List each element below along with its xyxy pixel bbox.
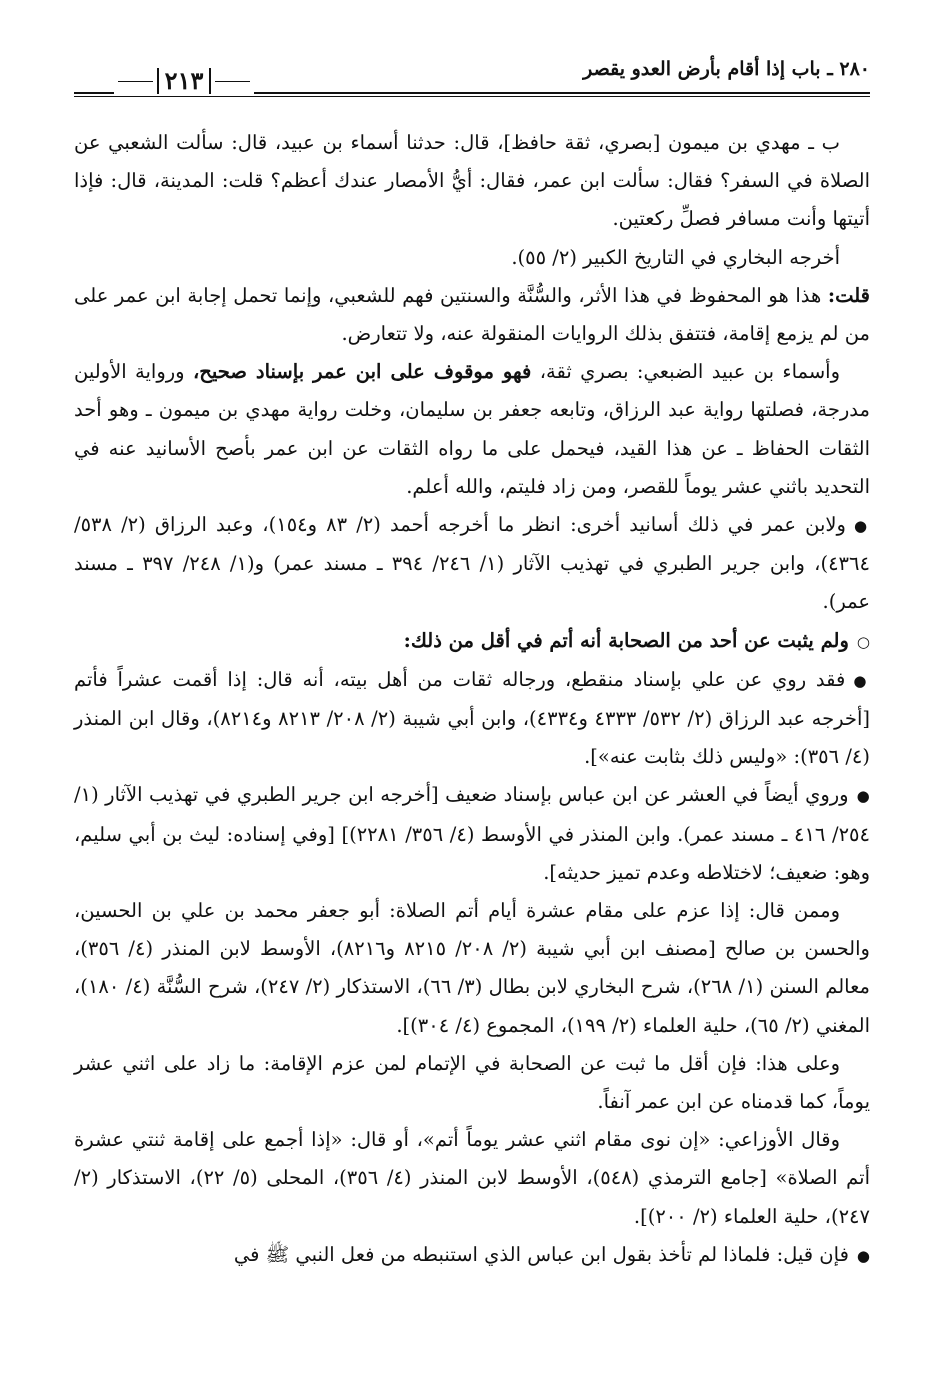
paragraph-text: وقال الأوزاعي: «إن نوى مقام اثني عشر يوماً أتم»، أو قال: «إذا أجمع على إقامة ثنتي عشرة أتم الصلاة» [جامع الترمذي (٥٤٨)، الأوسط لابن المنذر (٤/ ٣٥٦)، المحلى (٥/ ٢٢)، الاستذكار (٢/ ٢٤٧)، حلية العلماء (٢/ ٢٠٠)].	[74, 1128, 871, 1228]
bullet-paragraph	[74, 661, 870, 777]
paragraph-bold: فهو موقوف على ابن عمر بإسناد صحيح،	[193, 360, 532, 384]
circle-bullet-icon: ○	[856, 632, 870, 651]
paragraph-text: ولابن عمر في ذلك أسانيد أخرى: انظر ما أخرجه أحمد (٢/ ٨٣ و١٥٤)، وعبد الرزاق (٢/ ٥٣٨/ ٤٣٦٤)، وابن جرير الطبري في تهذيب الآثار (١/ ٢٤٦/ ٣٩٤ ـ مسند عمر) و(١/ ٢٤٨/ ٣٩٧ ـ مسند عمر).	[74, 513, 870, 614]
bullet-icon: ●	[853, 517, 870, 536]
paragraph-lead: قلت:	[827, 283, 870, 307]
paragraph-text: ولم يثبت عن أحد من الصحابة أنه أتم في أقل من ذلك:	[403, 628, 849, 652]
paragraph-text: فإن قيل: فلماذا لم تأخذ بقول ابن عباس الذي استنبطه من فعل النبي ﷺ في	[233, 1242, 849, 1266]
paragraph	[74, 1045, 870, 1121]
page-number: ٢١٣	[157, 68, 212, 94]
bullet-paragraph	[74, 506, 870, 622]
paragraph-text: وأسماء بن عبيد الضبعي: بصري ثقة،	[531, 360, 840, 384]
paragraph	[74, 124, 870, 239]
paragraph	[74, 353, 870, 506]
bullet-paragraph	[74, 622, 870, 661]
page-body	[74, 124, 870, 1364]
paragraph	[74, 1121, 870, 1236]
bullet-paragraph	[74, 776, 870, 892]
paragraph	[74, 239, 870, 277]
paragraph	[74, 277, 870, 353]
paragraph-text: ورواية الأولين مدرجة، فصلتها رواية عبد الرزاق، وتابعه جعفر بن سليمان، وخلت رواية مهدي بن ميمون ـ وهو أحد الثقات الحفاظ ـ عن هذا القيد، فيحمل على ما رواه الثقات عن ابن عمر بأصح الأسانيد عنه في التحديد باثني عشر يوماً للقصر، ومن زاد فليتم، والله أعلم.	[74, 360, 870, 498]
bullet-paragraph	[74, 1236, 870, 1275]
paragraph-text: وممن قال: إذا عزم على مقام عشرة أيام أتم الصلاة: أبو جعفر محمد بن علي بن الحسين، والحسن بن صالح [مصنف ابن أبي شيبة (٢/ ٢٠٨/ ٨٢١٥ و٨٢١٦)، الأوسط لابن المنذر (٤/ ٣٥٦)، معالم السنن (١/ ٢٦٨)، شرح البخاري لابن بطال (٣/ ٦٦)، الاستذكار (٢/ ٢٤٧)، شرح السُّنَّة (٤/ ١٨٠)، المغني (٢/ ٦٥)، حلية العلماء (٢/ ١٩٩)، المجموع (٤/ ٣٠٤)].	[74, 899, 870, 1037]
paragraph-text: فقد روي عن علي بإسناد منقطع، ورجاله ثقات من أهل بيته، أنه قال: إذا أقمت عشراً فأتم [أخرجه عبد الرزاق (٢/ ٥٣٢/ ٤٣٣٣ و٤٣٣٤)، وابن أبي شيبة (٢/ ٢٠٨/ ٨٢١٣ و٨٢١٤)، وقال ابن المنذر (٤/ ٣٥٦): «وليس ذلك بثابت عنه»].	[74, 667, 871, 769]
page-number-ornament	[114, 66, 254, 96]
header-rule-thin	[74, 96, 870, 97]
bullet-icon: ●	[856, 1246, 870, 1265]
paragraph	[74, 892, 870, 1045]
paragraph-text: أخرجه البخاري في التاريخ الكبير (٢/ ٥٥).	[511, 245, 840, 269]
page-header	[74, 52, 870, 102]
paragraph-text: وروي أيضاً في العشر عن ابن عباس بإسناد ضعيف [أخرجه ابن جرير الطبري في تهذيب الآثار (١/ ٢٥٤/ ٤١٦ ـ مسند عمر). وابن المنذر في الأوسط (٤/ ٣٥٦/ ٢٢٨١)] [وفي إسناده: ليث بن أبي سليم، وهو: ضعيف؛ لاختلاطه وعدم تميز حديثه].	[74, 783, 870, 884]
ornament-line-right	[215, 81, 250, 82]
paragraph-text: هذا هو المحفوظ في هذا الأثر، والسُّنَّة والسنتين فهم للشعبي، وإنما تحمل إجابة ابن عمر على من لم يزمع إقامة، فتتفق بذلك الروايات المنقولة عنه، ولا تتعارض.	[74, 283, 870, 346]
bullet-icon: ●	[856, 787, 870, 806]
running-title: ٢٨٠ ـ باب إذا أقام بأرض العدو يقصر	[583, 58, 870, 80]
paragraph-text: ب ـ مهدي بن ميمون [بصري، ثقة حافظ]، قال: حدثنا أسماء بن عبيد، قال: سألت الشعبي عن الصلاة في السفر؟ فقال: سألت ابن عمر، فقال: أيُّ الأمصار عندك أعظم؟ قلت: المدينة، قال: فإذا أتيتها وأنت مسافر فصلِّ ركعتين.	[74, 131, 870, 231]
bullet-icon: ●	[853, 671, 871, 690]
paragraph-text: وعلى هذا: فإن أقل ما ثبت عن الصحابة في الإتمام لمن عزم الإقامة: ما زاد على اثني عشر يوماً، كما قدمناه عن ابن عمر آنفاً.	[74, 1051, 870, 1114]
ornament-line-left	[118, 81, 153, 82]
